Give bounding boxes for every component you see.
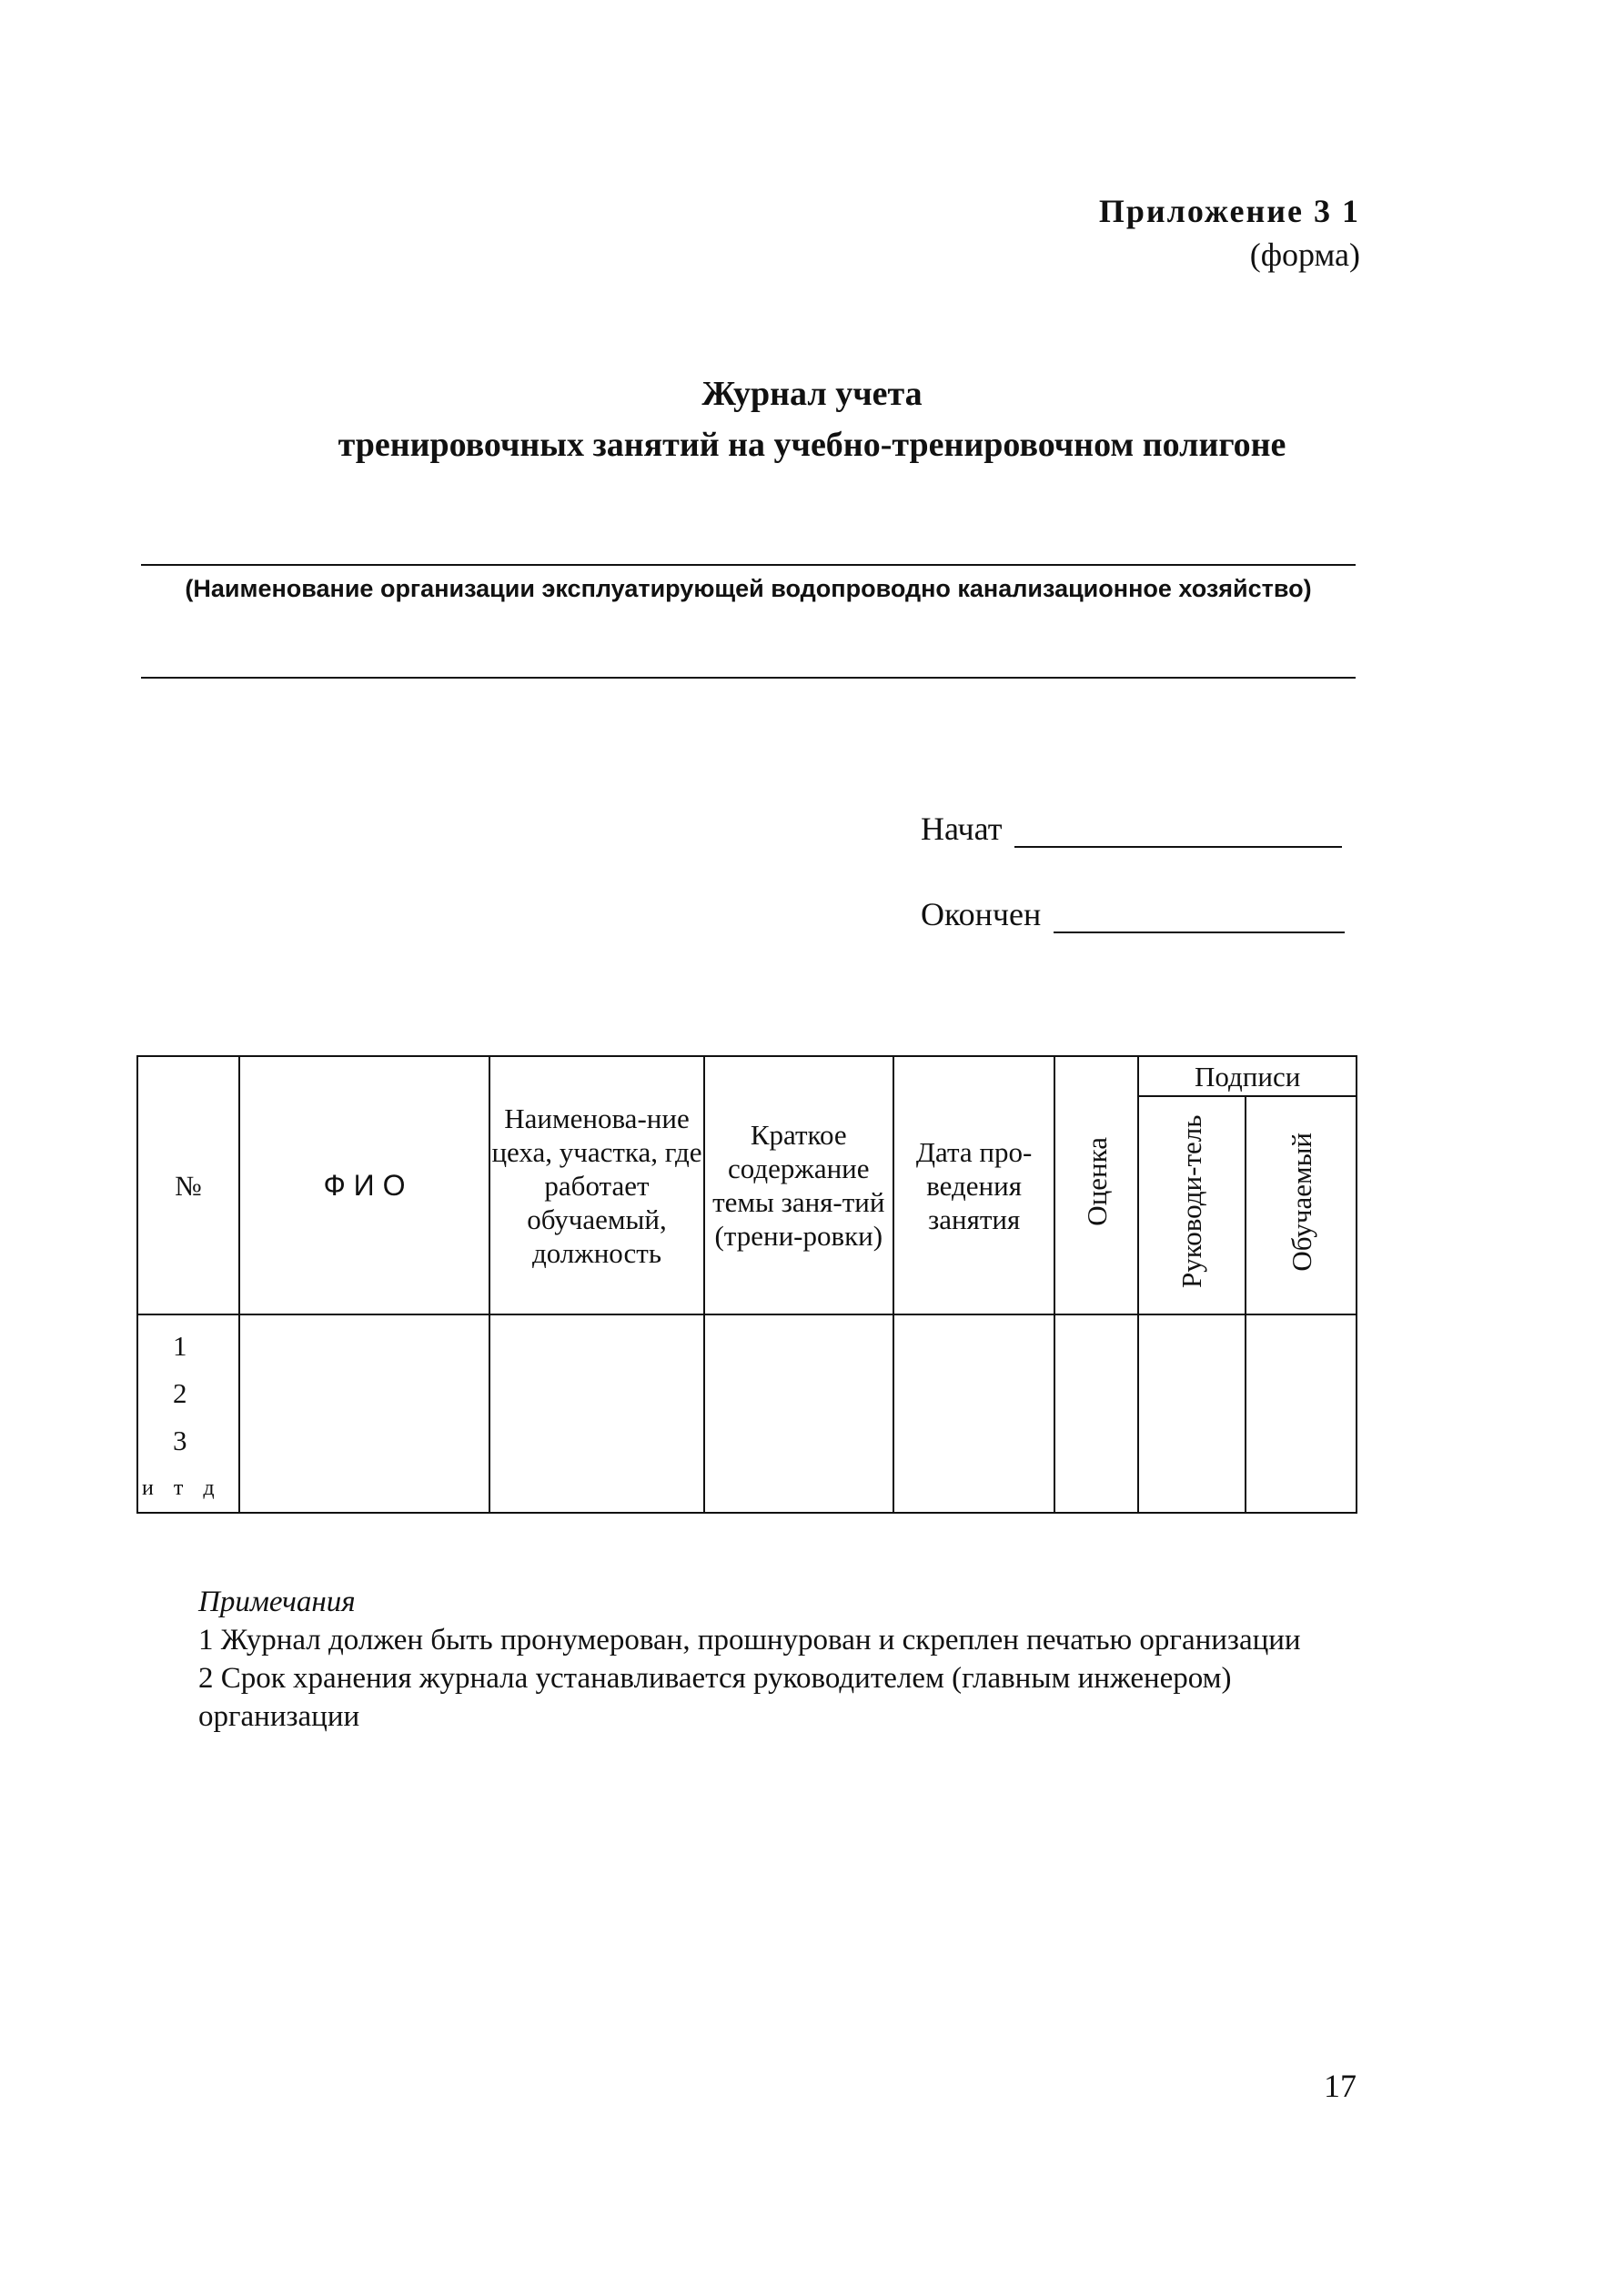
cell-workshop[interactable] [489,1314,704,1513]
cell-fio[interactable] [239,1314,489,1513]
header-date: Дата про-ведения занятия [893,1056,1055,1314]
header-trainee: Обучаемый [1285,1132,1317,1272]
notes-heading: Примечания [198,1586,356,1618]
appendix-form: (форма) [1249,237,1360,273]
page-number: 17 [1324,2068,1357,2104]
started-field [921,810,1342,848]
document-title [0,368,1624,470]
note-item-2: 2 Срок хранения журнала устанавливается руководителем (главным инженером) организации [198,1662,1232,1733]
row-number-etc: и т д [142,1476,222,1500]
cell-supervisor-signature[interactable] [1138,1314,1246,1513]
title-line-1: Журнал учета [701,375,923,413]
finished-label: Окончен [921,896,1042,932]
header-supervisor: Руководи-тель [1175,1114,1208,1289]
training-journal-table [136,1055,1357,1514]
finished-blank[interactable] [1054,899,1345,933]
row-number-1: 1 [173,1330,187,1362]
header-number: № [137,1056,239,1314]
header-grade: Оценка [1080,1137,1113,1226]
header-content: Краткое содержание темы заня-тий (трени-ровки) [704,1056,893,1314]
header-signatures: Подписи [1138,1056,1357,1096]
row-number-3: 3 [173,1425,187,1456]
header-trainee-cell [1246,1096,1357,1314]
notes-section [198,1583,1358,1736]
note-item-1: 1 Журнал должен быть пронумерован, прошнурован и скреплен печатью организации [198,1624,1301,1657]
cell-trainee-signature[interactable] [1246,1314,1357,1513]
organization-name-line [141,564,1356,566]
header-fio: Ф И О [239,1056,489,1314]
header-grade-cell [1054,1056,1138,1314]
appendix-header [1099,189,1360,277]
header-supervisor-cell [1138,1096,1246,1314]
appendix-label: Приложение 3 1 [1098,193,1360,229]
cell-date[interactable] [893,1314,1055,1513]
started-label: Начат [921,811,1003,847]
started-blank[interactable] [1014,813,1342,848]
finished-field [921,895,1345,933]
row-numbers-cell [137,1314,239,1513]
organization-caption: (Наименование организации эксплуатирующей водопроводно канализационное хозяйство) [185,575,1312,602]
title-line-2: тренировочных занятий на учебно-тренировочном полигоне [338,426,1286,464]
header-workshop: Наименова-ние цеха, участка, где работает обучаемый, должность [489,1056,704,1314]
organization-extra-line [141,677,1356,679]
cell-grade[interactable] [1054,1314,1138,1513]
row-number-2: 2 [173,1377,187,1409]
cell-content[interactable] [704,1314,893,1513]
